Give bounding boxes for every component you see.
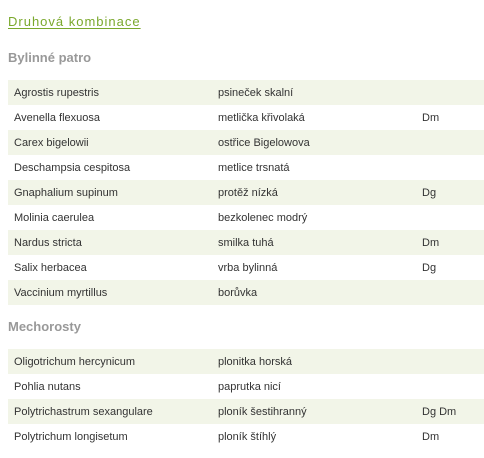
latin-name: Pohlia nutans [14,380,81,393]
czech-name: smilka tuhá [218,236,274,249]
czech-name: paprutka nicí [218,380,281,393]
czech-name: ploník šestihranný [218,405,307,418]
table-row [8,80,484,105]
diagnostic-note [416,130,484,155]
czech-name: ploník štíhlý [218,430,277,443]
latin-name: Polytrichastrum sexangulare [14,405,153,418]
latin-name: Molinia caerulea [14,211,95,224]
latin-name: Nardus stricta [14,236,82,249]
czech-name: metlice trsnatá [218,161,290,174]
table-row [8,130,484,155]
section-heading-bryophytes: Mechorosty [8,319,81,334]
diagnostic-note: Dg [422,186,437,199]
czech-name: psineček skalní [218,86,294,99]
latin-name: Salix herbacea [14,261,87,274]
czech-name: protěž nízká [218,186,278,199]
latin-name: Oligotrichum hercynicum [14,355,136,368]
latin-name: Vaccinium myrtillus [14,286,108,299]
section-heading-herb-layer: Bylinné patro [8,50,92,65]
diagnostic-note: Dm [422,430,440,443]
diagnostic-note: Dm [422,111,440,124]
table-row [8,424,484,449]
table-row [8,349,484,374]
herb-layer-table [8,80,484,305]
diagnostic-note: Dg Dm [422,405,457,418]
table-row [8,280,484,305]
table-row [8,180,484,205]
table-row [8,105,484,130]
table-row [8,399,484,424]
table-row [8,374,484,399]
table-row [8,230,484,255]
latin-name: Avenella flexuosa [14,111,101,124]
czech-name: ostřice Bigelowova [218,136,310,149]
diagnostic-note [416,374,484,399]
page-title-link[interactable]: Druhová kombinace [8,14,141,29]
bryophytes-table [8,349,484,449]
table-row [8,255,484,280]
diagnostic-note: Dm [422,236,440,249]
latin-name: Agrostis rupestris [14,86,99,99]
latin-name: Deschampsia cespitosa [14,161,131,174]
table-row [8,205,484,230]
diagnostic-note [416,205,484,230]
czech-name: metlička křivolaká [218,111,305,124]
czech-name: bezkolenec modrý [218,211,308,224]
czech-name: vrba bylinná [218,261,278,274]
table-row [8,155,484,180]
diagnostic-note [416,155,484,180]
czech-name: borůvka [218,286,258,299]
diagnostic-note: Dg [422,261,437,274]
latin-name: Carex bigelowii [14,136,89,149]
diagnostic-note [416,80,484,105]
latin-name: Polytrichum longisetum [14,430,128,443]
diagnostic-note [416,349,484,374]
latin-name: Gnaphalium supinum [14,186,118,199]
diagnostic-note [416,280,484,305]
czech-name: plonitka horská [218,355,292,368]
